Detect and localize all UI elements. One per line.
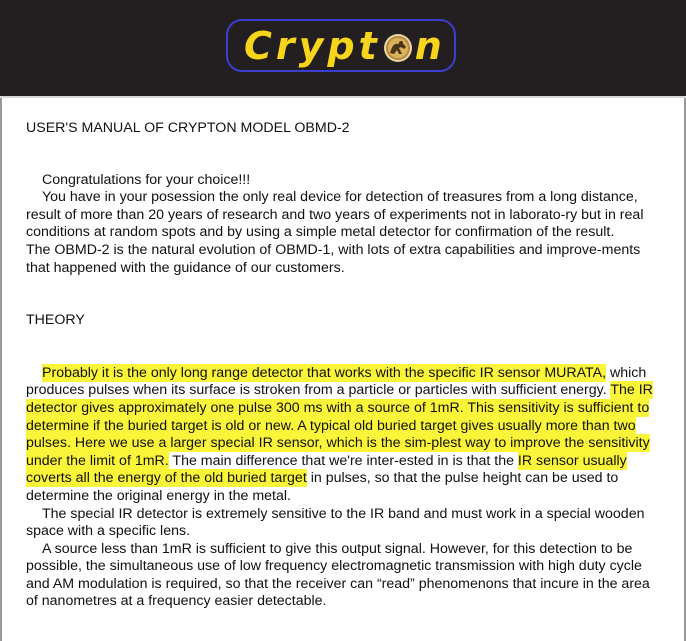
document-title: USER'S MANUAL OF CRYPTON MODEL OBMD-2 <box>26 120 350 136</box>
theory-paragraph-1 <box>26 365 658 506</box>
header-divider <box>0 96 686 98</box>
logo-wordmark <box>244 23 446 69</box>
evolution-paragraph: The OBMD-2 is the natural evolution of OBMD-1, with lots of extra capabilities and improve-ments that happened with the guidance of our customers. <box>26 241 641 276</box>
logo-text-before: Crypt <box>244 24 381 68</box>
crypton-logo <box>226 19 456 72</box>
header-banner <box>0 0 686 96</box>
intro-paragraph: You have in your posession the only real device for detection of treasures from a long distance, result of more than 20 years of research and two years of experiments not in laborato-ry but in real conditions at random spots and by using a simple metal detector for confirmation of the result. <box>26 189 644 241</box>
document-body <box>26 110 658 611</box>
intro-greeting: Congratulations for your choice!!! <box>42 171 251 188</box>
coin-icon <box>383 33 413 63</box>
highlight-energy-conversion: IR sensor usually coverts all the energy of the old buried target <box>26 452 627 487</box>
highlight-ir-detector-sensitivity: The IR detector gives approximately one pulse 300 ms with a source of 1mR. This sensitivity is sufficient to determine if the buried target is old or new. A typical old buried target gives usually more than two pulses. Here we use a larger special IR sensor, which is the sim-plest way to improve the sensitivity under the limit of 1mR. <box>26 382 653 469</box>
logo-text-after: n <box>414 24 446 68</box>
theory-paragraph-2: The special IR detector is extremely sensitive to the IR band and must work in a special wooden space with a specific lens. <box>26 505 645 540</box>
theory-text-2: The main difference that we're inter-ested in is that the <box>168 452 518 469</box>
highlight-murata-sensor: Probably it is the only long range detector that works with the specific IR sensor MURATA, <box>42 364 607 381</box>
theory-heading: THEORY <box>26 312 85 329</box>
theory-paragraph-3: A source less than 1mR is sufficient to give this output signal. However, for this detection to be possible, the simultaneous use of low frequency electromagnetic transmission with high duty cycle and AM modulation is required, so that the receiver can “read” phenomenons that incure in the area of nanometres at a frequency easier detectable. <box>26 540 650 610</box>
page-edge-left <box>0 98 2 641</box>
theory-text-1: which produces pulses when its surface is stroken from a particle or particles with sufficient energy. <box>26 364 647 399</box>
theory-text-3: in pulses, so that the pulse height can be used to determine the original energy in the metal. <box>26 470 619 504</box>
